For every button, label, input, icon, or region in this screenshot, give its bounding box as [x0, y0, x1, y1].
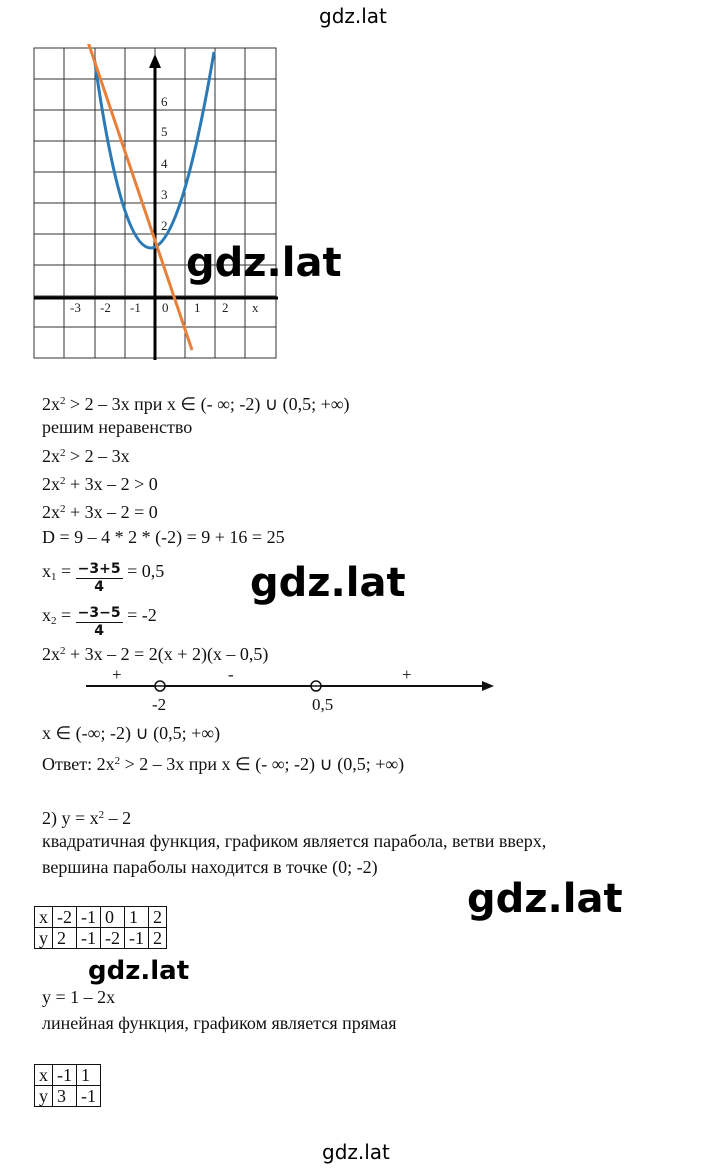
- root-x1: $x_1$ = $\frac{-3+5}{4}$ = 0,5: [42, 561, 165, 595]
- discriminant: D = 9 – 4 * 2 * (-2) = 9 + 16 = 25: [42, 527, 285, 547]
- table-cell: 0: [101, 907, 125, 928]
- table-cell: -1: [125, 928, 149, 949]
- description: вершина параболы находится в точке (0; -2): [42, 857, 378, 877]
- watermark: gdz.lat: [250, 560, 406, 606]
- table-cell: y: [35, 1086, 53, 1107]
- site-header: gdz.lat: [319, 4, 387, 28]
- watermark: gdz.lat: [186, 240, 342, 286]
- solution-interval: x ∈ (-∞; -2) ∪ (0,5; +∞): [42, 723, 221, 743]
- values-table-quadratic: [34, 906, 167, 949]
- values-table-linear: [34, 1064, 101, 1107]
- table-row: [35, 1065, 101, 1086]
- function-linear: y = 1 – 2x: [42, 987, 116, 1007]
- function-graph: [32, 44, 282, 364]
- y-axis-arrow: [149, 54, 161, 68]
- table-cell: 1: [77, 1065, 101, 1086]
- x-tick-label: 1: [194, 300, 201, 315]
- table-cell: 2: [149, 907, 167, 928]
- table-cell: 2: [149, 928, 167, 949]
- step-inequality: $2x^2 > 2 - 3x$: [42, 446, 130, 466]
- factorization: $2x^2 + 3x - 2 = 2(x + 2)(x - 0,5)$: [42, 644, 269, 664]
- table-row: [35, 907, 167, 928]
- point-label: -2: [152, 695, 167, 714]
- sign-label: +: [112, 666, 122, 684]
- table-cell: -1: [77, 907, 101, 928]
- table-row: [35, 928, 167, 949]
- x-tick-label: 2: [222, 300, 229, 315]
- intro-text: решим неравенство: [42, 417, 193, 437]
- table-cell: 2: [53, 928, 77, 949]
- watermark: gdz.lat: [88, 956, 190, 986]
- answer: Ответ: $2x^2 > 2 - 3x$ при x ∈ (- ∞; -2) ∪ (0,5; +∞): [42, 754, 405, 774]
- table-cell: y: [35, 928, 53, 949]
- step-inequality: $2x^2 + 3x - 2 > 0$: [42, 474, 158, 494]
- description: линейная функция, графиком является прямая: [42, 1013, 397, 1033]
- x-tick-label: -2: [100, 300, 111, 315]
- root-x2: $x_2$ = $\frac{-3-5}{4}$ = -2: [42, 605, 157, 639]
- table-cell: -2: [53, 907, 77, 928]
- site-footer: gdz.lat: [322, 1140, 390, 1164]
- watermark: gdz.lat: [467, 876, 623, 922]
- table-cell: 1: [125, 907, 149, 928]
- y-tick-label: 4: [161, 156, 168, 171]
- table-cell: x: [35, 1065, 53, 1086]
- number-line: [80, 666, 550, 716]
- x-tick-label: -3: [70, 300, 81, 315]
- point-label: 0,5: [312, 695, 334, 714]
- table-cell: 3: [53, 1086, 77, 1107]
- table-cell: x: [35, 907, 53, 928]
- step-equation: $2x^2 + 3x - 2 = 0$: [42, 502, 158, 522]
- y-tick-label: 2: [161, 218, 168, 233]
- inequality-statement: $2x^2 > 2 - 3x$ при x ∈ (- ∞; -2) ∪ (0,5; +∞): [42, 394, 350, 414]
- y-tick-label: 6: [161, 94, 168, 109]
- function-quadratic: 2) $y = x^2 - 2$: [42, 808, 132, 828]
- y-tick-label: 3: [161, 187, 168, 202]
- table-cell: -1: [77, 1086, 101, 1107]
- x-tick-label: -1: [130, 300, 141, 315]
- table-cell: -2: [101, 928, 125, 949]
- table-row: [35, 1086, 101, 1107]
- description: квадратичная функция, графиком является парабола, ветви вверх,: [42, 831, 547, 851]
- sign-label: +: [402, 666, 412, 684]
- x-tick-label: 0: [162, 300, 169, 315]
- y-tick-label: 5: [161, 124, 168, 139]
- x-tick-label: x: [252, 300, 259, 315]
- table-cell: -1: [53, 1065, 77, 1086]
- sign-label: -: [228, 666, 234, 684]
- table-cell: -1: [77, 928, 101, 949]
